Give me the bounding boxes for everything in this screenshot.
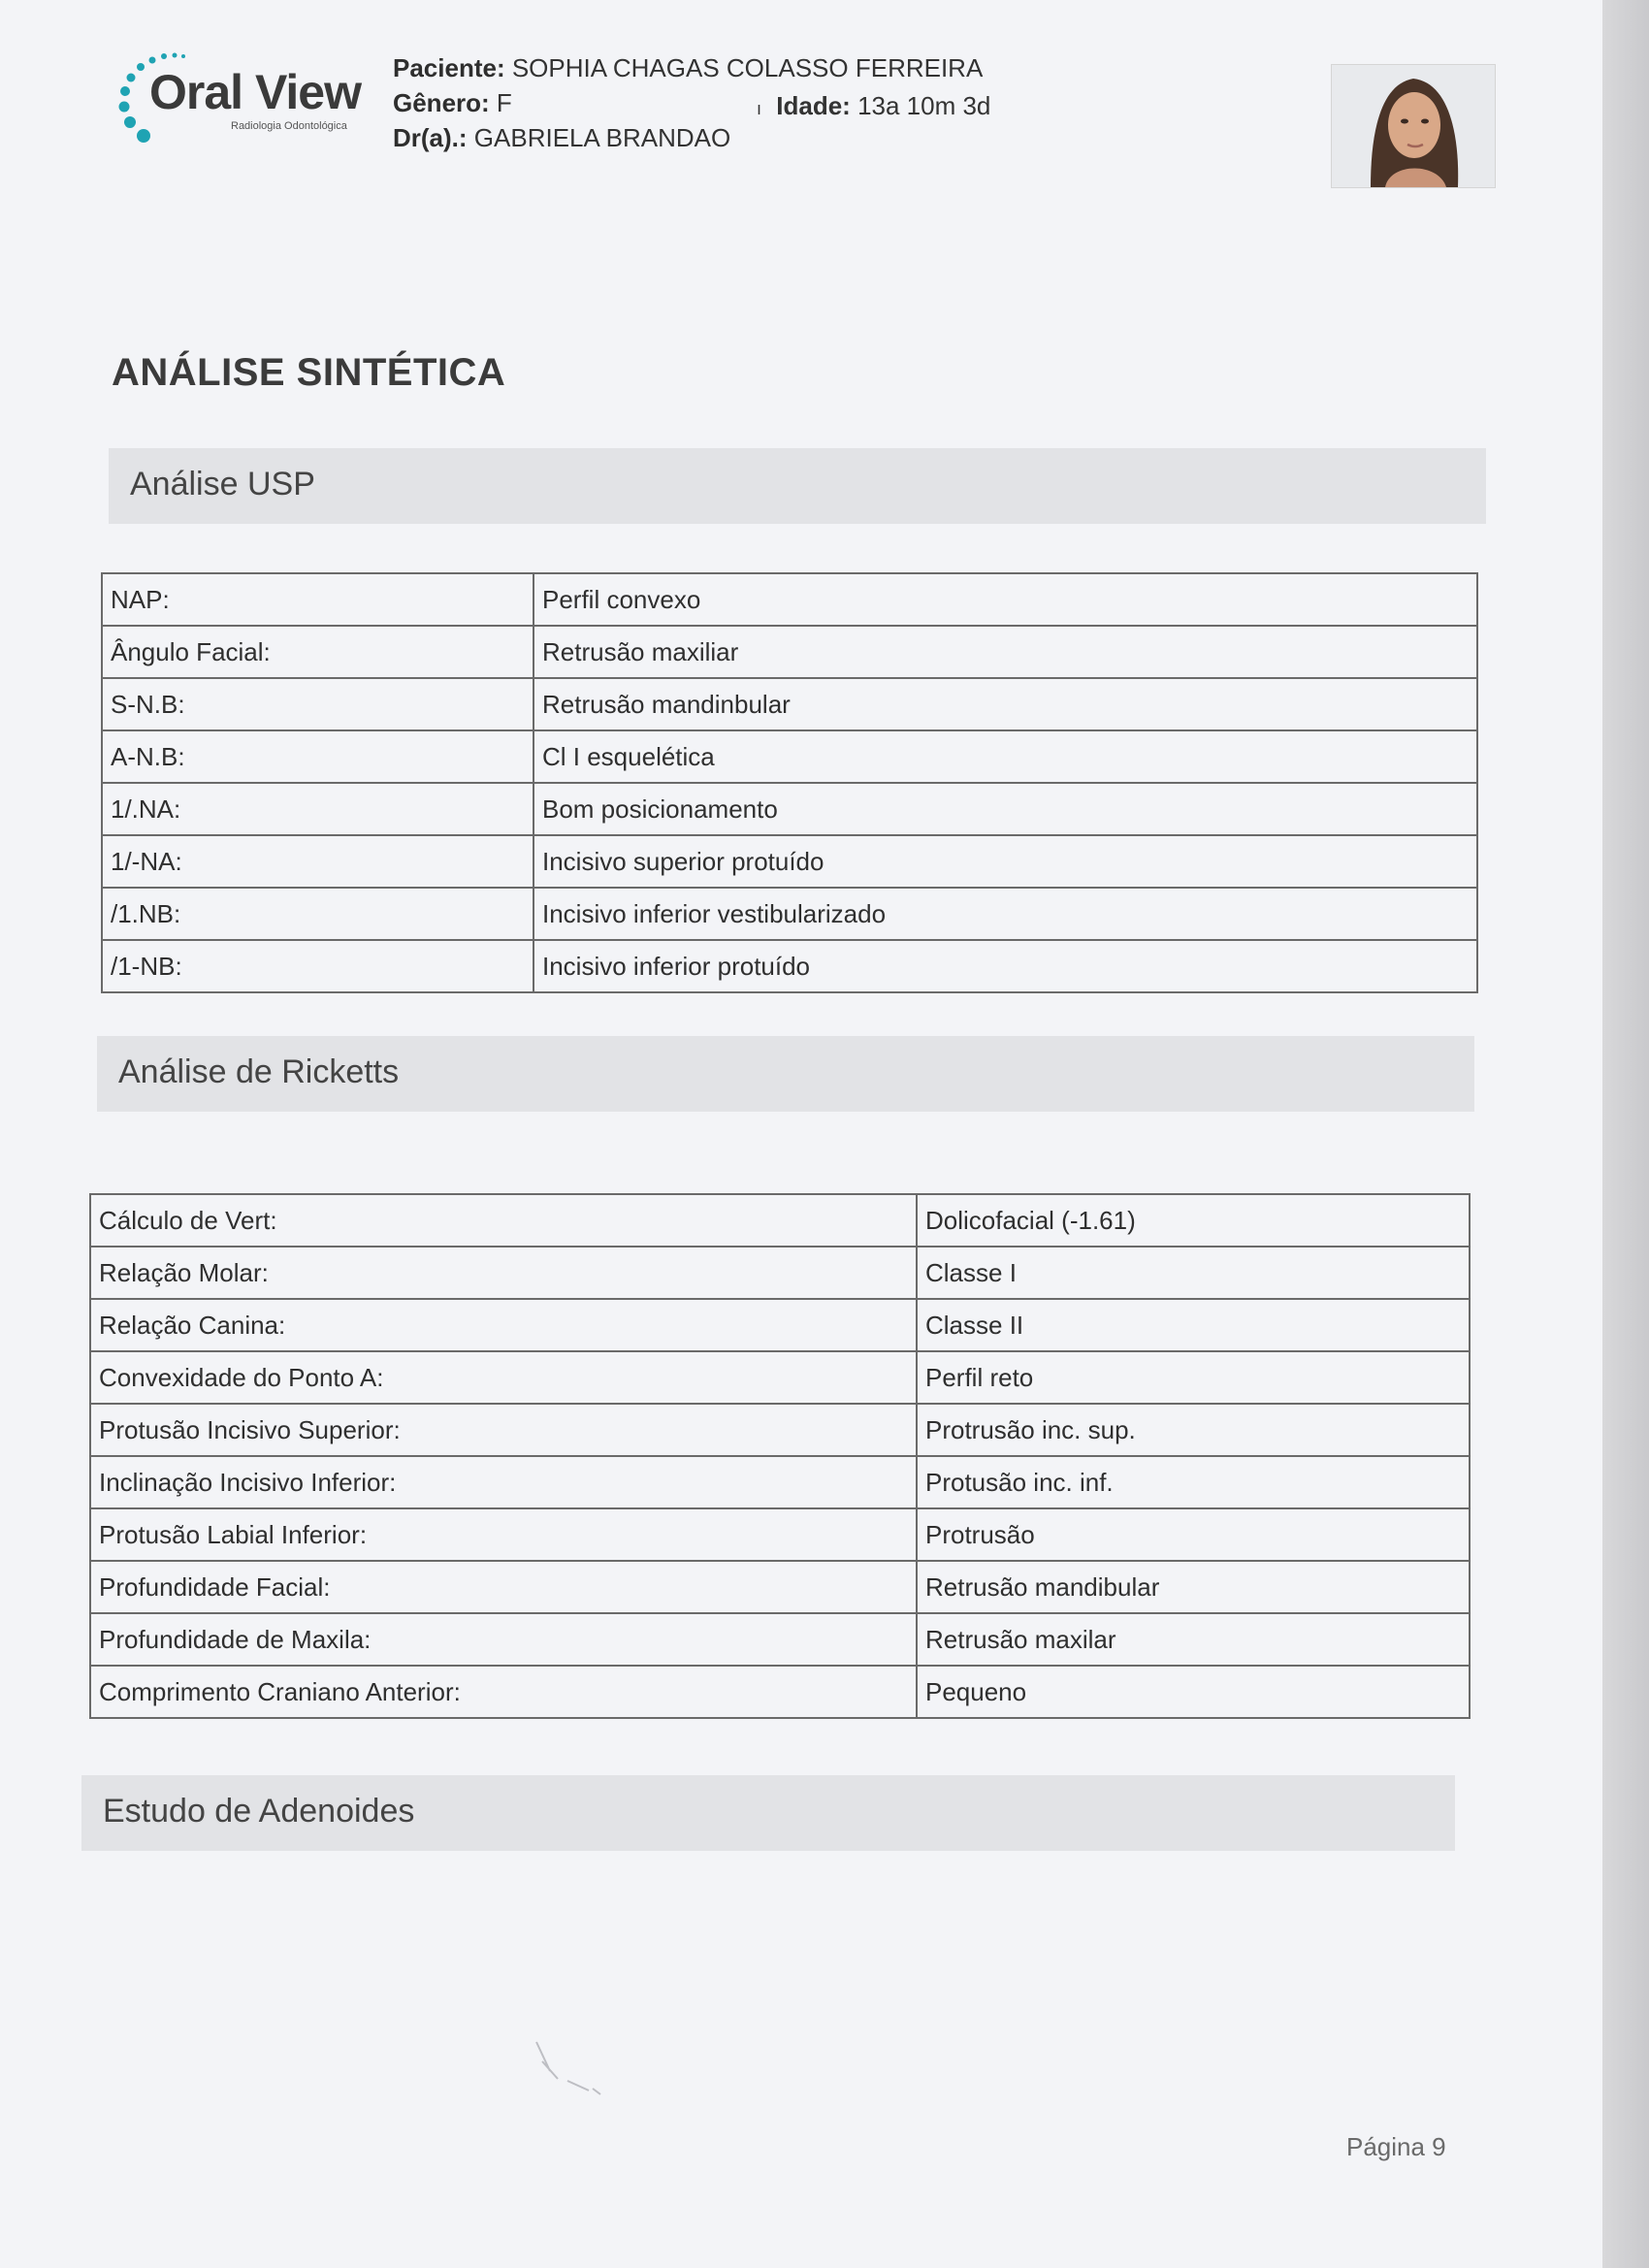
row-value: Bom posicionamento [534,783,1477,835]
row-label: Profundidade Facial: [90,1561,917,1613]
row-value: Dolicofacial (-1.61) [917,1194,1470,1247]
table-row [90,1351,1470,1404]
oral-view-logo [114,50,386,147]
age-row [757,91,990,121]
gender-value: F [496,88,512,117]
row-value: Incisivo superior protuído [534,835,1477,888]
row-label: NAP: [102,573,534,626]
logo-text: Oral View [149,65,361,119]
doctor-name: GABRIELA BRANDAO [473,123,731,152]
usp-table [101,572,1478,993]
row-label: 1/-NA: [102,835,534,888]
row-label: Cálculo de Vert: [90,1194,917,1247]
table-row [90,1299,1470,1351]
page-number: Página 9 [1346,2132,1446,2161]
row-label: S-N.B: [102,678,534,730]
section-header-adenoids [81,1775,1455,1851]
row-value: Retrusão maxiliar [534,626,1477,678]
row-value: Classe II [917,1299,1470,1351]
row-label: /1-NB: [102,940,534,992]
table-row [102,573,1477,626]
scan-background-edge [1602,0,1649,2268]
age-value: 13a 10m 3d [857,91,991,120]
patient-photo [1331,64,1496,188]
table-row [102,626,1477,678]
row-label: Protusão Incisivo Superior: [90,1404,917,1456]
table-row [90,1613,1470,1666]
section-header-usp [109,448,1486,524]
usp-table-body [102,573,1477,992]
gender-label: Gênero: [393,88,490,117]
patient-row [393,50,983,85]
table-row [90,1194,1470,1247]
doctor-label: Dr(a).: [393,123,468,152]
table-row [90,1456,1470,1508]
row-label: A-N.B: [102,730,534,783]
row-label: Protusão Labial Inferior: [90,1508,917,1561]
section-title: Estudo de Adenoides [103,1793,415,1830]
patient-name: SOPHIA CHAGAS COLASSO FERREIRA [511,53,984,82]
section-header-ricketts [97,1036,1474,1112]
table-row [102,888,1477,940]
row-label: Comprimento Craniano Anterior: [90,1666,917,1718]
table-row [102,940,1477,992]
row-value: Protrusão [917,1508,1470,1561]
ricketts-table [89,1193,1471,1719]
logo-subtitle: Radiologia Odontológica [231,120,347,132]
row-value: Retrusão mandibular [917,1561,1470,1613]
row-value: Perfil reto [917,1351,1470,1404]
patient-portrait-icon [1332,65,1495,187]
row-label: Relação Canina: [90,1299,917,1351]
row-value: Incisivo inferior protuído [534,940,1477,992]
age-label: Idade: [776,91,851,120]
row-label: Profundidade de Maxila: [90,1613,917,1666]
table-row [90,1561,1470,1613]
row-value: Protusão inc. inf. [917,1456,1470,1508]
section-title: Análise USP [130,466,315,502]
table-row [102,730,1477,783]
row-label: Convexidade do Ponto A: [90,1351,917,1404]
patient-label: Paciente: [393,53,505,82]
row-label: Relação Molar: [90,1247,917,1299]
row-label: Inclinação Incisivo Inferior: [90,1456,917,1508]
row-value: Pequeno [917,1666,1470,1718]
table-row [90,1666,1470,1718]
row-label: Ângulo Facial: [102,626,534,678]
tick-mark-icon: ı [757,99,762,118]
table-row [90,1404,1470,1456]
table-row [102,783,1477,835]
table-row [90,1508,1470,1561]
table-row [102,835,1477,888]
row-label: /1.NB: [102,888,534,940]
row-value: Perfil convexo [534,573,1477,626]
row-value: Retrusão mandinbular [534,678,1477,730]
row-label: 1/.NA: [102,783,534,835]
scan-smudge [529,2032,645,2100]
ricketts-table-body [90,1194,1470,1718]
row-value: Incisivo inferior vestibularizado [534,888,1477,940]
row-value: Cl I esquelética [534,730,1477,783]
table-row [102,678,1477,730]
row-value: Classe I [917,1247,1470,1299]
row-value: Retrusão maxilar [917,1613,1470,1666]
row-value: Protrusão inc. sup. [917,1404,1470,1456]
page-title: ANÁLISE SINTÉTICA [112,351,506,394]
section-title: Análise de Ricketts [118,1053,400,1090]
table-row [90,1247,1470,1299]
doctor-row [393,120,983,155]
